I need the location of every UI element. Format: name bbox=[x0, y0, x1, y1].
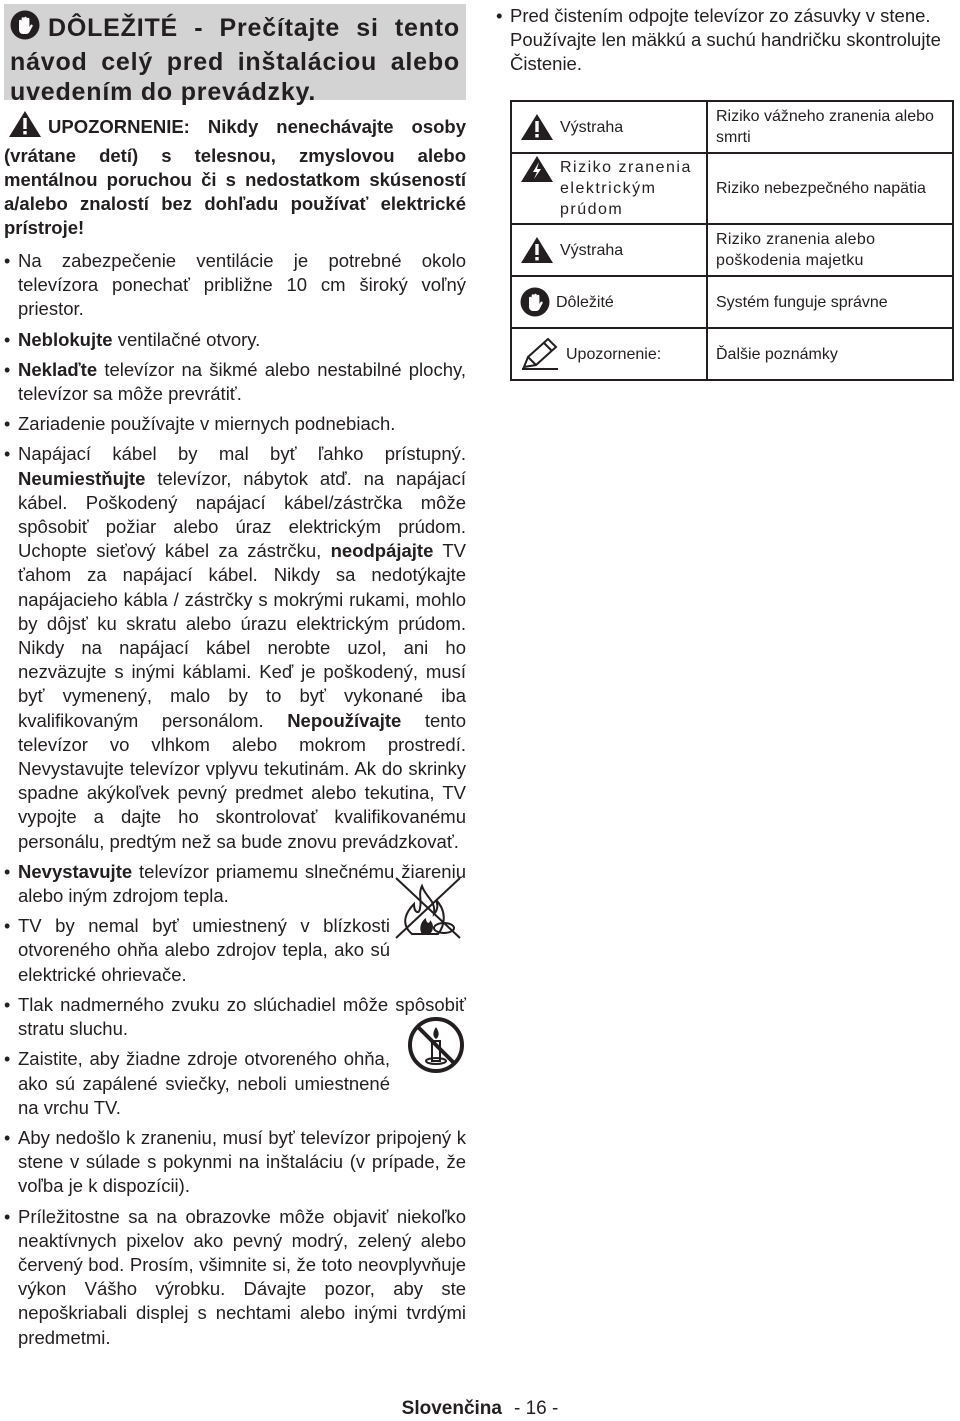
no-candle-icon bbox=[392, 1047, 466, 1081]
list-item bbox=[4, 1205, 466, 1350]
list-item-text: ventilačné otvory. bbox=[112, 328, 261, 350]
warning-triangle-icon bbox=[8, 110, 42, 144]
legend-meaning-cell bbox=[707, 101, 953, 153]
legend-label: Upozornenie: bbox=[566, 345, 662, 363]
list-item-text: Na zabezpečenie ventilácie je potrebné okolo televízora ponechať približne 10 cm široký voľný priestor. bbox=[18, 250, 466, 320]
list-item-bold: neodpájajte bbox=[330, 540, 434, 562]
page-footer bbox=[0, 1398, 960, 1420]
cleaning-text: Pred čistením odpojte televízor zo zásuvky v stene. Používajte len mäkkú a suchú handričku skontrolujte Čistenie. bbox=[510, 5, 941, 74]
pencil-note-icon bbox=[520, 337, 560, 371]
table-row bbox=[511, 276, 953, 328]
list-item-bold: Nepoužívajte bbox=[287, 709, 402, 731]
important-header bbox=[4, 4, 466, 106]
legend-meaning: Riziko vážneho zranenia alebo smrti bbox=[716, 108, 934, 146]
table-row bbox=[511, 224, 953, 276]
list-item bbox=[4, 412, 466, 436]
list-item-text: Napájací kábel by mal byť ľahko prístupný. bbox=[18, 443, 466, 465]
legend-meaning-cell bbox=[707, 224, 953, 276]
electric-shock-triangle-icon bbox=[520, 155, 554, 183]
header-title: DÔLEŽITÉ - Prečítajte si tento návod celý pred inštaláciou alebo uvedením do prevádzky. bbox=[10, 14, 460, 106]
legend-meaning: Riziko zranenia alebo poškodenia majetku bbox=[716, 231, 876, 269]
safety-list bbox=[4, 249, 466, 1350]
hand-stop-icon bbox=[10, 10, 40, 47]
legend-meaning: Ďalšie poznámky bbox=[716, 345, 838, 363]
legend-label: Výstraha bbox=[560, 118, 624, 136]
list-item-text: • Zaistite, aby žiadne zdroje otvoreného ohňa, ako sú zapálené sviečky, neboli umiestnené na vrchu TV. bbox=[18, 1048, 390, 1118]
list-item-bold: Neklaďte bbox=[18, 358, 98, 380]
list-item-text: televízor, nábytok atď. na napájací kábel. Poškodený napájací kábel/zástrčka môže spôsobiť požiar alebo úraz elektrickým prúdom. Uchopte sieťový kábel za zástrčku, bbox=[18, 467, 466, 562]
list-item-text: TV ťahom za napájací kábel. Nikdy sa nedotýkajte napájacieho kábla / zástrčky s mokrými rukami, mohlo by dôjsť ku skratu alebo úrazu elektrickým prúdom. Nikdy na napájací kábel nerobte uzol, ani ho nezväzujte s inými káblami. Keď je poškodený, musí byť vymenený, malo by to byť vykonané iba kvalifikovaným personálom. bbox=[18, 540, 466, 731]
list-item bbox=[4, 993, 466, 1041]
legend-meaning-cell bbox=[707, 328, 953, 380]
table-row bbox=[511, 101, 953, 153]
warning-paragraph bbox=[4, 110, 466, 240]
list-item-text: televízor na šikmé alebo nestabilné plochy, televízor sa môže prevrátiť. bbox=[18, 358, 466, 405]
list-item-text: tento televízor vo vlhkom alebo mokrom prostredí. Nevystavujte televízor vplyvu tekutinám. Ak do skrinky spadne akýkoľvek pevný predmet alebo tekutina, TV vypojte a dajte ho skontrolovať kvalifikovanému personálu, predtým než sa bude znovu prevádzkovať. bbox=[18, 709, 466, 852]
warning-triangle-icon bbox=[520, 236, 554, 264]
cleaning-note bbox=[496, 4, 956, 76]
list-item bbox=[4, 358, 466, 406]
legend-label: Výstraha bbox=[560, 241, 624, 259]
list-item bbox=[4, 1047, 466, 1120]
legend-symbol-cell bbox=[511, 328, 707, 380]
legend-meaning-cell bbox=[707, 153, 953, 224]
table-row bbox=[511, 328, 953, 380]
list-item-text: televízor priamemu slnečnému žiareniu alebo iným zdrojom tepla. bbox=[18, 860, 466, 907]
legend-symbol-cell bbox=[511, 101, 707, 153]
warning-text: UPOZORNENIE: Nikdy nenechávajte osoby (vrátane detí) s telesnou, zmyslovou alebo mentálnou poruchou či s nedostatkom skúseností a/alebo znalostí bez dohľadu používať elektrické prístroje! bbox=[4, 116, 466, 238]
hand-stop-icon bbox=[520, 287, 550, 317]
legend-symbol-cell bbox=[511, 276, 707, 328]
list-item-text: Tlak nadmerného zvuku zo slúchadiel môže spôsobiť stratu sluchu. bbox=[18, 993, 466, 1040]
list-item bbox=[4, 328, 466, 352]
list-item-text: Zariadenie používajte v miernych podnebiach. bbox=[18, 413, 396, 435]
symbol-legend-table bbox=[510, 100, 954, 381]
list-item-bold: Neblokujte bbox=[18, 328, 113, 350]
list-item bbox=[4, 914, 466, 987]
legend-label: Dôležité bbox=[556, 293, 614, 311]
legend-label: Riziko zranenia elektrickým prúdom bbox=[560, 159, 692, 218]
legend-meaning: Riziko nebezpečného napätia bbox=[716, 180, 926, 197]
list-item-text: Príležitostne sa na obrazovke môže objaviť niekoľko neaktívnych pixelov ako pevný modrý, zelený alebo červený bod. Prosím, všimnite si, že toto neovplyvňuje výkon Vášho výrobku. Dávajte pozor, aby ste nepoškriabali displej s nechtami alebo inými tvrdými predmetmi. bbox=[18, 1205, 466, 1348]
list-item-text: Aby nedošlo k zraneniu, musí byť televízor pripojený k stene v súlade s pokynmi na inštaláciu (v prípade, že voľba je k dispozícii). bbox=[18, 1126, 466, 1197]
list-item bbox=[4, 1126, 466, 1199]
list-item-bold: Nevystavujte bbox=[18, 860, 133, 882]
footer-language: Slovenčina bbox=[401, 1398, 502, 1419]
page-number: - 16 - bbox=[513, 1398, 559, 1419]
list-item-text: • TV by nemal byť umiestnený v blízkosti otvoreného ohňa alebo zdrojov tepla, ako sú elektrické ohrievače. bbox=[18, 915, 390, 985]
left-column bbox=[4, 4, 466, 1356]
legend-meaning-cell bbox=[707, 276, 953, 328]
legend-symbol-cell bbox=[511, 224, 707, 276]
legend-symbol-cell bbox=[511, 153, 707, 224]
no-fire-icon bbox=[392, 914, 466, 946]
table-row bbox=[511, 153, 953, 224]
list-item bbox=[4, 249, 466, 322]
right-column bbox=[496, 4, 956, 381]
legend-meaning: Systém funguje správne bbox=[716, 293, 888, 311]
warning-triangle-icon bbox=[520, 113, 554, 141]
list-item-bold: Neumiestňujte bbox=[18, 467, 146, 489]
list-item bbox=[4, 442, 466, 853]
